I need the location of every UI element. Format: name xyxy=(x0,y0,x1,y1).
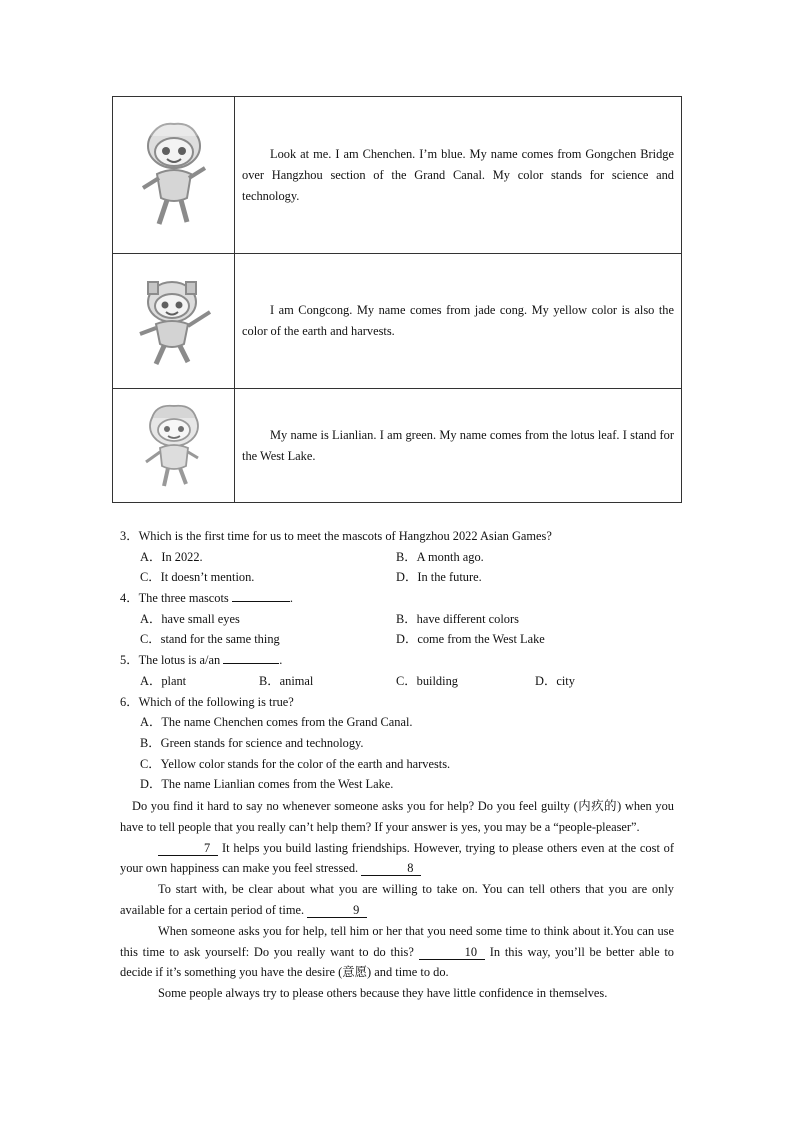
answer-blank[interactable] xyxy=(223,650,279,664)
questions-section xyxy=(120,526,680,795)
passage-paragraph-2: 7 It helps you build lasting friendships. However, trying to please others even at the cost of your own happiness can make you feel stressed. 8 xyxy=(120,840,674,876)
question-4-stem: 4．The three mascots . xyxy=(120,588,680,609)
option-c[interactable]: C．Yellow color stands for the color of the earth and harvests. xyxy=(140,756,451,771)
blank-10[interactable]: 10 xyxy=(419,945,485,960)
answer-blank[interactable] xyxy=(232,588,290,602)
question-4-options-row-1 xyxy=(120,609,680,630)
question-3-options-row-1 xyxy=(120,547,680,568)
mascot-table xyxy=(112,96,682,503)
blank-8[interactable]: 8 xyxy=(361,861,421,876)
congcong-mascot-image xyxy=(128,272,220,370)
question-6-stem: 6．Which of the following is true? xyxy=(120,694,294,709)
option-b[interactable]: B．animal xyxy=(259,673,314,688)
blank-9[interactable]: 9 xyxy=(307,903,367,918)
option-a[interactable]: A．The name Chenchen comes from the Grand Canal. xyxy=(140,715,413,730)
lianlian-description: My name is Lianlian. I am green. My name comes from the lotus leaf. I stand for the West Lake. xyxy=(242,427,674,463)
passage-paragraph-1: Do you find it hard to say no whenever someone asks you for help? Do you feel guilty (内疚的) when you have to tell people that you really can’t help them? If your answer is yes, you may be a “people-pleaser”. xyxy=(120,799,674,834)
chenchen-description: Look at me. I am Chenchen. I’m blue. My name comes from Gongchen Bridge over Hangzhou section of the Grand Canal. My color stands for science and technology. xyxy=(242,146,674,203)
option-d[interactable]: D．city xyxy=(535,673,575,688)
mascot-image-cell xyxy=(113,254,235,389)
option-b[interactable]: B．have different colors xyxy=(396,611,519,626)
mascot-description-cell xyxy=(235,97,682,254)
chenchen-mascot-image xyxy=(129,116,219,234)
option-d[interactable]: D．come from the West Lake xyxy=(396,632,545,647)
passage-paragraph-3: To start with, be clear about what you are willing to take on. You can tell others that you are only available for a certain period of time. 9 xyxy=(120,882,674,917)
mascot-image-cell xyxy=(113,389,235,503)
passage-paragraph-5: Some people always try to please others because they have little confidence in themselves. xyxy=(158,986,608,1001)
option-b[interactable]: B．Green stands for science and technology. xyxy=(140,735,364,750)
option-b[interactable]: B．A month ago. xyxy=(396,549,484,564)
question-5-options-row xyxy=(120,671,680,692)
question-4-options-row-2 xyxy=(120,629,680,650)
option-d[interactable]: D．The name Lianlian comes from the West Lake. xyxy=(140,777,394,792)
mascot-description-cell xyxy=(235,254,682,389)
option-c[interactable]: C．It doesn’t mention. xyxy=(140,570,255,585)
question-5-stem: 5．The lotus is a/an . xyxy=(120,650,680,671)
blank-7[interactable]: 7 xyxy=(158,841,218,856)
lianlian-mascot-image xyxy=(136,398,212,494)
mascot-row-lianlian xyxy=(113,389,682,503)
congcong-description: I am Congcong. My name comes from jade cong. My yellow color is also the color of the earth and harvests. xyxy=(242,303,674,338)
option-d[interactable]: D．In the future. xyxy=(396,570,482,585)
mascot-image-cell xyxy=(113,97,235,254)
passage-paragraph-4: When someone asks you for help, tell him or her that you need some time to think about it.You can use this time to ask yourself: Do you really want to do this? 10 In this way, you’ll be better able to decide if it’s something you have the desire (意愿) and time to do. xyxy=(120,923,674,980)
mascot-description-cell xyxy=(235,389,682,503)
reading-passage xyxy=(120,796,674,1004)
option-a[interactable]: A．have small eyes xyxy=(140,611,240,626)
option-c[interactable]: C．stand for the same thing xyxy=(140,632,280,647)
mascot-row-chenchen xyxy=(113,97,682,254)
option-c[interactable]: C．building xyxy=(396,673,458,688)
question-3-options-row-2 xyxy=(120,567,680,588)
mascot-row-congcong xyxy=(113,254,682,389)
question-3-stem: 3．Which is the first time for us to meet the mascots of Hangzhou 2022 Asian Games? xyxy=(120,529,552,543)
option-a[interactable]: A．plant xyxy=(140,673,187,688)
option-a[interactable]: A．In 2022. xyxy=(140,549,203,564)
